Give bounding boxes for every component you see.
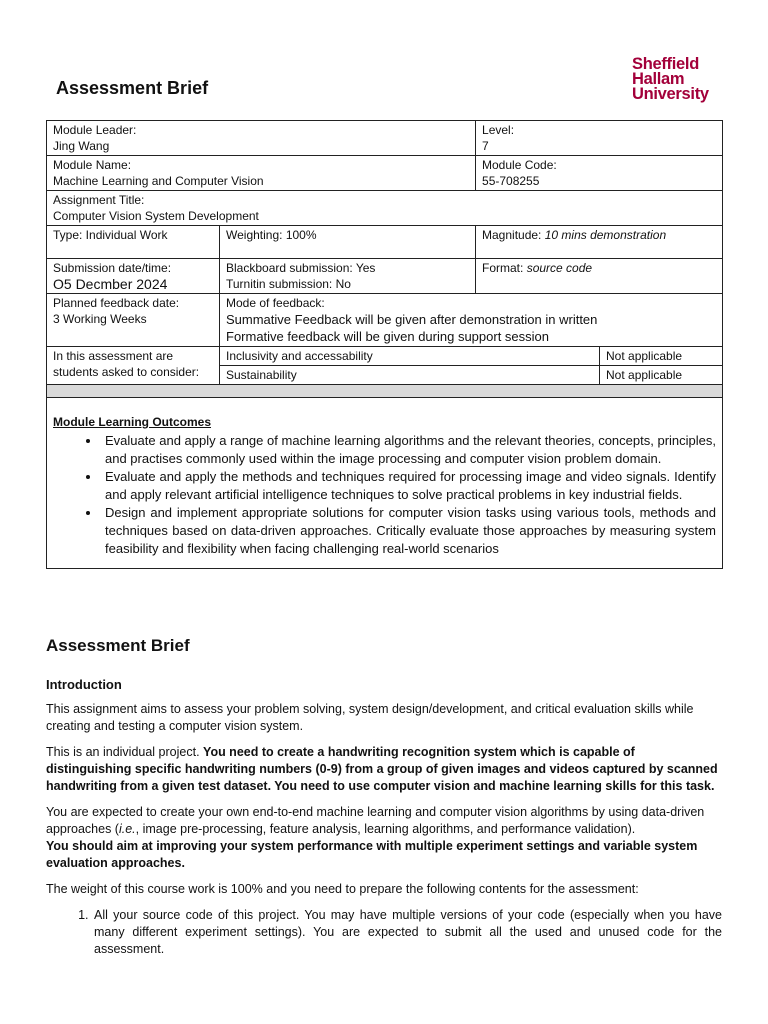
learning-outcomes-cell xyxy=(47,398,723,569)
module-name-label: Module Name: xyxy=(53,158,132,172)
paragraph-weight: The weight of this course work is 100% and you need to prepare the following contents for the assessment: xyxy=(46,882,639,896)
feedback-mode-label: Mode of feedback: xyxy=(226,296,325,310)
module-leader-value: Jing Wang xyxy=(53,139,110,153)
table-row xyxy=(47,259,723,294)
magnitude-value: 10 mins demonstration xyxy=(544,228,667,242)
list-item: • Evaluate and apply a range of machine learning algorithms and the relevant theories, concepts, principles, and practises commonly used within the image processing and computer vision problem domain. xyxy=(101,432,716,468)
format-label: Format: xyxy=(482,261,527,275)
blackboard-submission: Blackboard submission: Yes xyxy=(226,261,376,275)
assessment-details-table xyxy=(46,120,723,569)
feedback-mode-line-2: Formative feedback will be given during support session xyxy=(226,329,550,344)
logo-line-2: Hallam xyxy=(632,70,685,88)
table-row xyxy=(47,226,723,259)
sustainability-cell: Sustainability xyxy=(220,366,600,385)
divider-cell xyxy=(47,385,723,398)
paragraph-approach xyxy=(46,804,722,872)
paragraph-approach-bold: You should aim at improving your system performance with multiple experiment settings and variable system evaluation approaches. xyxy=(46,839,698,870)
assignment-title-value: Computer Vision System Development xyxy=(53,209,259,223)
table-row xyxy=(47,191,723,226)
format-value: source code xyxy=(526,261,593,275)
magnitude-cell xyxy=(476,226,723,259)
turnitin-submission: Turnitin submission: No xyxy=(226,277,351,291)
submission-date: O5 Decmber 2024 xyxy=(53,276,168,292)
section-title: Assessment Brief xyxy=(46,636,190,655)
feedback-date-label: Planned feedback date: xyxy=(53,296,180,310)
paragraph-approach-b: , image pre-processing, feature analysis, learning algorithms, and performance validation). xyxy=(135,822,636,836)
paragraph-project-plain: This is an individual project. xyxy=(46,745,204,759)
consider-label-2: students asked to consider: xyxy=(53,365,200,379)
inclusivity-value: Not applicable xyxy=(600,347,723,366)
module-name-value: Machine Learning and Computer Vision xyxy=(53,174,264,188)
submission-method-cell xyxy=(220,259,476,294)
submission-cell xyxy=(47,259,220,294)
level-cell xyxy=(476,121,723,156)
inclusivity-cell: Inclusivity and accessability xyxy=(220,347,600,366)
magnitude-label: Magnitude: xyxy=(482,228,545,242)
format-cell xyxy=(476,259,723,294)
level-value: 7 xyxy=(482,139,489,153)
module-name-cell xyxy=(47,156,476,191)
module-code-cell xyxy=(476,156,723,191)
weighting-cell: Weighting: 100% xyxy=(220,226,476,259)
learning-outcomes-heading: Module Learning Outcomes xyxy=(53,415,212,429)
paragraph-project-bold: You need to create a handwriting recognition system which is capable of distinguishing specific handwriting numbers (0-9) from a group of given images and videos captured by scanned handwriting from a given test dataset. You need to use computer vision and machine learning skills for this task. xyxy=(46,745,718,793)
feedback-date-value: 3 Working Weeks xyxy=(53,312,147,326)
type-cell: Type: Individual Work xyxy=(47,226,220,259)
table-row xyxy=(47,347,723,366)
module-code-value: 55-708255 xyxy=(482,174,540,188)
consider-label-1: In this assessment are xyxy=(53,349,174,363)
module-code-label: Module Code: xyxy=(482,158,557,172)
paragraph-approach-a: You are expected to create your own end-to-end machine learning and computer vision algorithms by using data-driven approaches ( xyxy=(46,805,705,836)
learning-outcomes-list xyxy=(53,432,716,558)
table-row xyxy=(47,121,723,156)
list-item: 1. All your source code of this project. You may have multiple versions of your code (especially when you have many different experiment settings). You are expected to submit all the used and unused code for the assessment. xyxy=(92,907,722,958)
sustainability-value: Not applicable xyxy=(600,366,723,385)
logo-line-1: Sheffield xyxy=(632,55,699,73)
logo-line-3: University xyxy=(632,85,709,103)
list-item: • Evaluate and apply the methods and techniques required for processing image and video signals. Identify and apply relevant artificial intelligence techniques to solve practical problems in key industrial fields. xyxy=(101,468,716,504)
assignment-title-label: Assignment Title: xyxy=(53,193,145,207)
university-logo xyxy=(632,57,724,102)
paragraph-project xyxy=(46,744,722,795)
list-item: • Design and implement appropriate solutions for computer vision tasks using various tools, methods and techniques based on data-driven approaches. Critically evaluate those approaches by measuring system feasibility and flexibility when facing challenging real-world scenarios xyxy=(101,504,716,558)
module-leader-label: Module Leader: xyxy=(53,123,137,137)
table-divider-row xyxy=(47,385,723,398)
introduction-heading: Introduction xyxy=(46,677,122,692)
feedback-date-cell xyxy=(47,294,220,347)
contents-list xyxy=(46,907,722,958)
table-row xyxy=(47,156,723,191)
brief-body xyxy=(46,676,722,958)
submission-label: Submission date/time: xyxy=(53,261,172,275)
module-leader-cell xyxy=(47,121,476,156)
feedback-mode-line-1: Summative Feedback will be given after demonstration in written xyxy=(226,312,598,327)
paragraph-approach-ie: i.e. xyxy=(118,822,136,836)
table-row xyxy=(47,294,723,347)
page-title: Assessment Brief xyxy=(56,78,209,98)
table-row xyxy=(47,398,723,569)
consider-label-cell xyxy=(47,347,220,385)
assignment-title-cell xyxy=(47,191,723,226)
level-label: Level: xyxy=(482,123,515,137)
paragraph-aim: This assignment aims to assess your problem solving, system design/development, and critical evaluation skills while creating and testing a computer vision system. xyxy=(46,702,694,733)
feedback-mode-cell xyxy=(220,294,723,347)
